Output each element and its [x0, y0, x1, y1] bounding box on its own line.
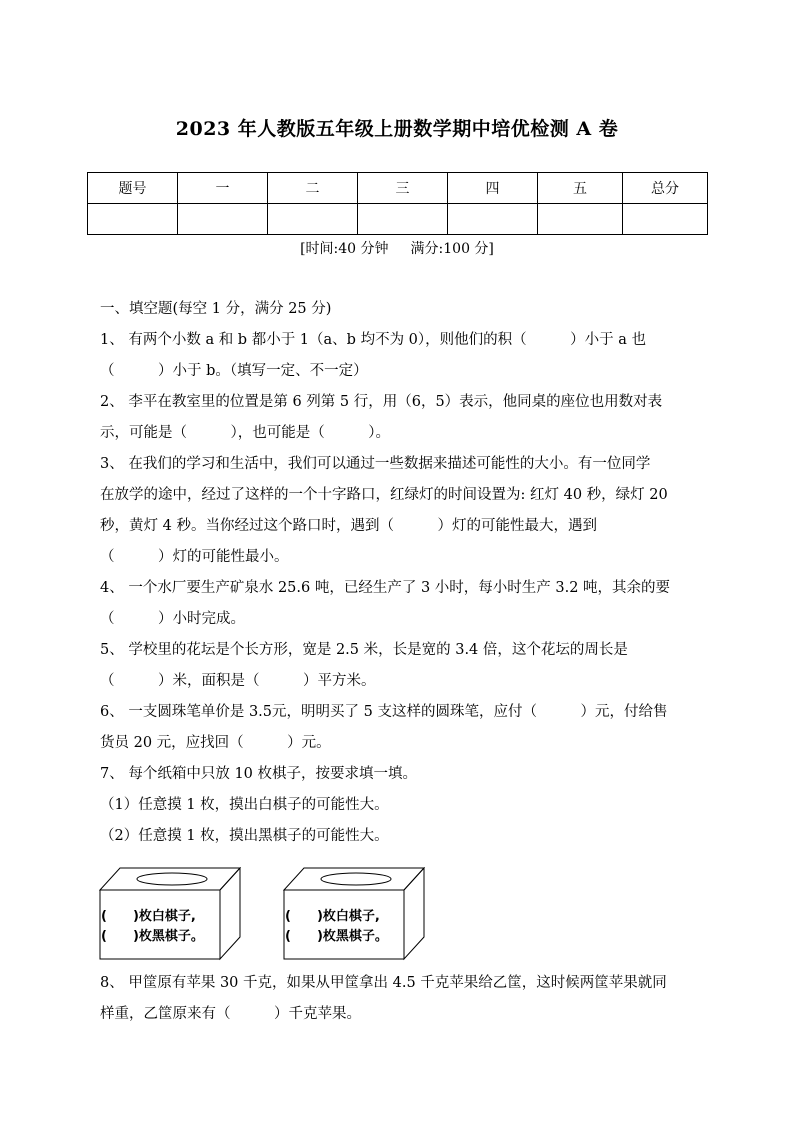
chess-box-1	[99, 867, 239, 959]
score-table-blank-row	[88, 204, 708, 235]
score-header-cell: 二	[268, 173, 358, 204]
score-header-cell: 五	[538, 173, 623, 204]
score-header-cell: 总分	[623, 173, 708, 204]
score-header-cell: 一	[178, 173, 268, 204]
question-line: 秒，黄灯 4 秒。当你经过这个路口时，遇到（ ）灯的可能性最大，遇到	[100, 518, 597, 534]
box-opening	[321, 873, 391, 885]
question-line: 6、 一支圆珠笔单价是 3.5元，明明买了 5 支这样的圆珠笔，应付（ ）元，付给售	[100, 704, 668, 720]
question-line: 1、 有两个小数 a 和 b 都小于 1（a、b 均不为 0），则他们的积（ ）小于 a 也	[100, 332, 647, 348]
score-cell[interactable]	[268, 204, 358, 235]
box-opening	[137, 873, 207, 885]
question-line: 在放学的途中，经过了这样的一个十字路口，红绿灯的时间设置为: 红灯 40 秒，绿灯 20	[100, 487, 668, 503]
white-count-label: ( )枚白棋子,	[285, 909, 380, 924]
question-line: 3、 在我们的学习和生活中，我们可以通过一些数据来描述可能性的大小。有一位同学	[100, 456, 651, 472]
section-1	[100, 294, 700, 852]
full-score: 满分:100 分]	[410, 241, 494, 257]
score-table	[87, 172, 708, 235]
time-limit: [时间:40 分钟	[300, 241, 389, 257]
question-line: 示，可能是（ ），也可能是（ ）。	[100, 425, 390, 441]
black-count-label: ( )枚黑棋子。	[101, 929, 204, 944]
question-line: （ ）灯的可能性最小。	[100, 549, 289, 565]
question-line: （ ）小时完成。	[100, 611, 245, 627]
question-line: （ ）米，面积是（ ）平方米。	[100, 673, 376, 689]
exam-meta	[0, 238, 794, 258]
score-cell[interactable]	[358, 204, 448, 235]
question-line: 8、 甲筐原有苹果 30 千克，如果从甲筐拿出 4.5 千克苹果给乙筐，这时候两筐苹果就同	[100, 975, 667, 991]
black-count-label: ( )枚黑棋子。	[285, 929, 388, 944]
score-cell[interactable]	[178, 204, 268, 235]
question-line: （2）任意摸 1 枚，摸出黑棋子的可能性大。	[100, 828, 389, 844]
question-line: 4、 一个水厂要生产矿泉水 25.6 吨，已经生产了 3 小时，每小时生产 3.2 吨，其余的要	[100, 580, 671, 596]
page-title: 2023 年人教版五年级上册数学期中培优检测 A 卷	[175, 118, 619, 140]
score-cell[interactable]	[538, 204, 623, 235]
question-line: （ ）小于 b。（填写一定、不一定）	[100, 363, 368, 379]
question-line: 7、 每个纸箱中只放 10 枚棋子，按要求填一填。	[100, 766, 418, 782]
score-cell[interactable]	[88, 204, 178, 235]
score-cell[interactable]	[623, 204, 708, 235]
question-line: （1）任意摸 1 枚，摸出白棋子的可能性大。	[100, 797, 389, 813]
question-line: 2、 李平在教室里的位置是第 6 列第 5 行，用（6，5）表示，他同桌的座位也用数对表	[100, 394, 663, 410]
white-count-label: ( )枚白棋子,	[101, 909, 196, 924]
question-line: 样重，乙筐原来有（ ）千克苹果。	[100, 1006, 361, 1022]
question-line: 5、 学校里的花坛是个长方形，宽是 2.5 米，长是宽的 3.4 倍，这个花坛的周长是	[100, 642, 628, 658]
score-cell[interactable]	[448, 204, 538, 235]
question-line: 货员 20 元，应找回（ ）元。	[100, 735, 331, 751]
chess-box-2	[283, 867, 423, 959]
score-header-cell: 三	[358, 173, 448, 204]
question-8	[100, 968, 700, 1030]
score-header-cell: 题号	[88, 173, 178, 204]
score-table-header-row	[88, 173, 708, 204]
score-header-cell: 四	[448, 173, 538, 204]
section-heading: 一、填空题(每空 1 分，满分 25 分)	[100, 301, 332, 317]
